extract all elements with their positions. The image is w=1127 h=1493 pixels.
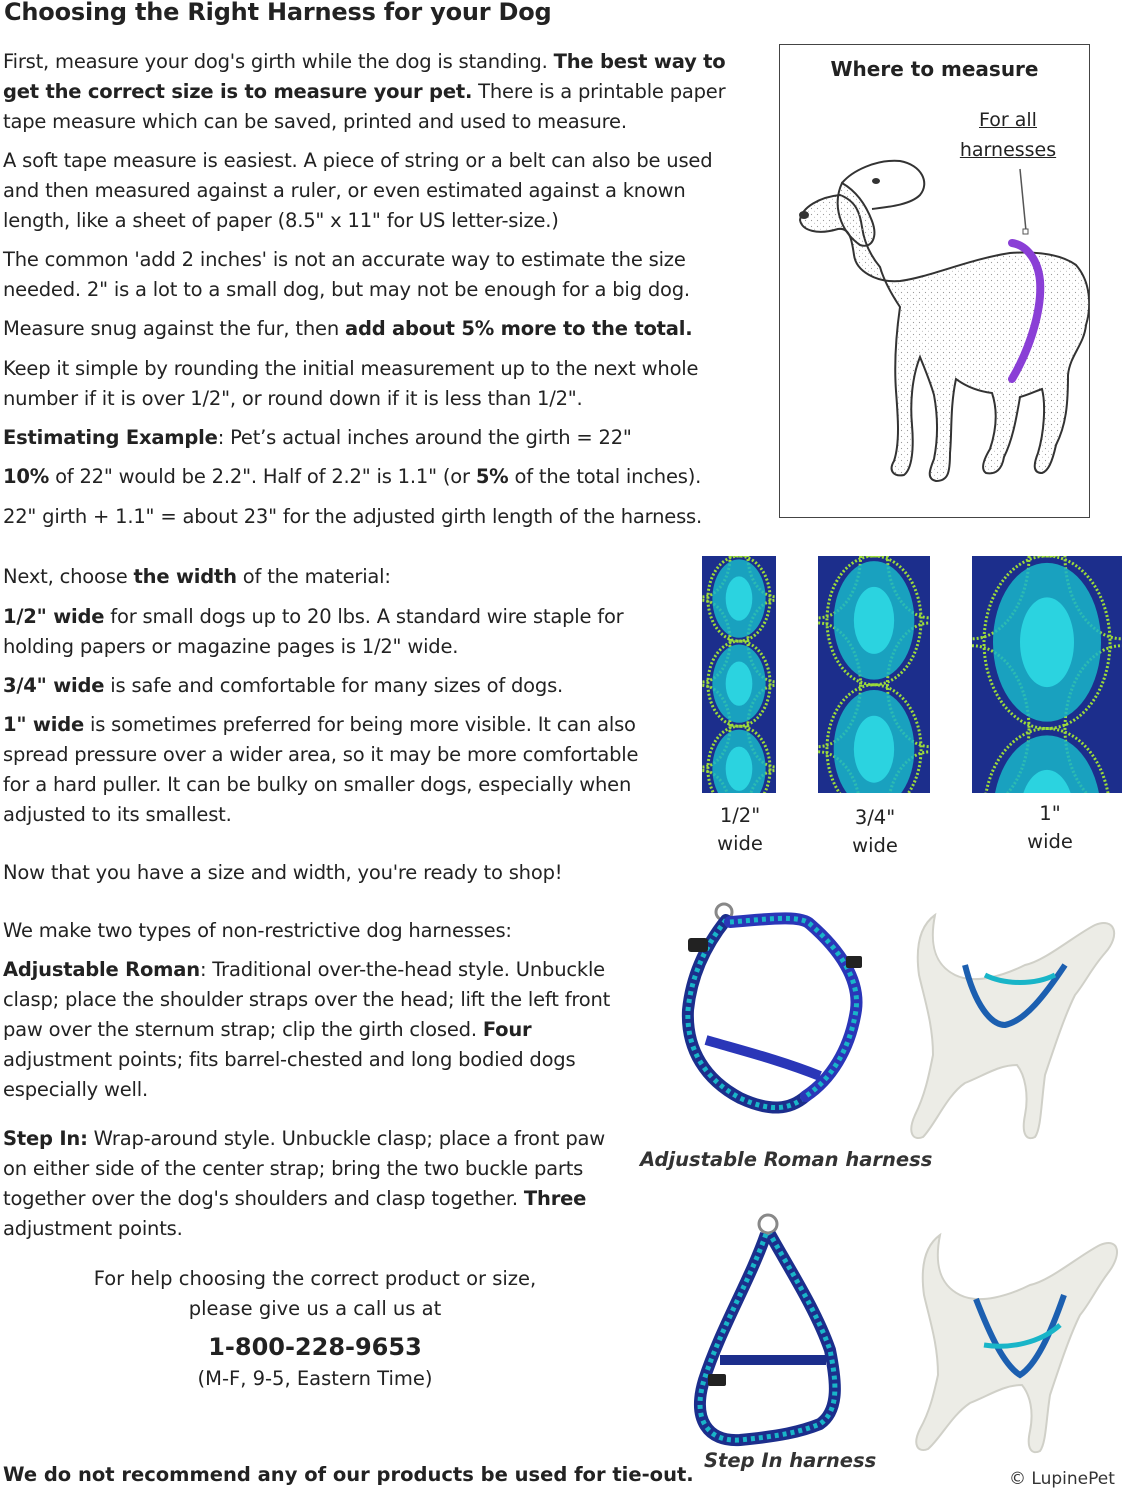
intro-paragraph-3: The common 'add 2 inches' is not an accurate way to estimate the size needed. 2" is a lot to a small dog, but may not be enough for a big dog. xyxy=(3,248,690,301)
dog-outline-illustration xyxy=(780,45,1089,517)
width-intro xyxy=(3,562,643,592)
intro-paragraph-2: A soft tape measure is easiest. A piece of string or a belt can also be used and then measured against a ruler, or even estimated against a known length, like a sheet of paper (8.5" x 11" for US letter-size.) xyxy=(3,149,713,232)
intro-paragraph-8: 22" girth + 1.1" = about 23" for the adjusted girth length of the harness. xyxy=(3,505,703,528)
intro-text-end: There is a printable paper tape measure which can be saved, printed and used to measure. xyxy=(3,80,726,133)
step-in-points: Three xyxy=(523,1187,587,1210)
dog-eye xyxy=(872,178,880,184)
swatch-three-quarter-inch xyxy=(818,556,930,793)
width-label-size: 3/4" xyxy=(854,806,896,829)
calc-text-end: of the total inches). xyxy=(508,465,702,488)
ready-to-shop: Now that you have a size and width, you're ready to shop! xyxy=(3,861,563,884)
swatch-half-inch xyxy=(702,556,776,793)
tie-out-warning: We do not recommend any of our products be used for tie-out. xyxy=(3,1463,694,1486)
label-pointer xyxy=(1020,169,1026,231)
intro-text: First, measure your dog's girth while the dog is standing. xyxy=(3,50,554,73)
roman-caption: Adjustable Roman harness xyxy=(640,1148,933,1171)
five-percent: 5% xyxy=(475,465,509,488)
width-half-inch xyxy=(3,602,643,662)
types-intro: We make two types of non-restrictive dog harnesses: xyxy=(3,919,512,942)
width-label-unit: wide xyxy=(717,832,763,855)
step-in-description xyxy=(3,1124,628,1244)
step-in-caption: Step In harness xyxy=(704,1449,877,1472)
three-quarter-label: 3/4" wide xyxy=(3,674,105,697)
help-line-2: please give us a call us at xyxy=(188,1297,442,1320)
intro-paragraph-4 xyxy=(3,314,763,344)
roman-description xyxy=(3,955,633,1105)
width-label-unit: wide xyxy=(852,834,898,857)
width-label-unit: wide xyxy=(1027,830,1073,853)
width-label-one xyxy=(1010,800,1090,856)
width-intro-end: of the material: xyxy=(236,565,391,588)
measure-title: Where to measure xyxy=(830,57,1039,81)
help-line-1: For help choosing the correct product or size, xyxy=(93,1267,537,1290)
measure-diagram xyxy=(779,44,1090,518)
one-inch-label: 1" wide xyxy=(3,713,84,736)
step-in-mannequin-image xyxy=(900,1225,1125,1455)
measure-label-line-2: harnesses xyxy=(959,139,1057,161)
business-hours: (M-F, 9-5, Eastern Time) xyxy=(197,1367,433,1390)
snug-text: Measure snug against the fur, then xyxy=(3,317,345,340)
intro-paragraph-1 xyxy=(3,47,748,137)
step-in-label: Step In: xyxy=(3,1127,88,1150)
roman-mannequin-image xyxy=(895,905,1125,1145)
roman-text-end: adjustment points; fits barrel-chested and long bodied dogs especially well. xyxy=(3,1048,576,1101)
dog-nose xyxy=(799,211,809,219)
width-label-size: 1" xyxy=(1039,802,1061,825)
phone-number[interactable]: 1-800-228-9653 xyxy=(208,1333,422,1361)
snug-emphasis: add about 5% more to the total. xyxy=(344,317,693,340)
dog-body xyxy=(800,195,1089,481)
width-label-half xyxy=(700,802,780,858)
example-label: Estimating Example xyxy=(3,426,218,449)
width-label-three-quarter xyxy=(835,804,915,860)
page-title: Choosing the Right Harness for your Dog xyxy=(4,0,552,26)
width-intro-emphasis: the width xyxy=(133,565,237,588)
intro-emphasis: The best way to get the correct size is to measure your pet. xyxy=(3,50,726,103)
dog-ear xyxy=(838,183,875,246)
roman-harness-image xyxy=(670,900,875,1120)
width-one-inch xyxy=(3,710,643,830)
intro-paragraph-7 xyxy=(3,462,763,492)
half-inch-text: for small dogs up to 20 lbs. A standard wire staple for holding papers or magazine pages is 1/2" wide. xyxy=(3,605,624,658)
roman-label: Adjustable Roman xyxy=(3,958,200,981)
ten-percent: 10% xyxy=(3,465,50,488)
roman-text: : Traditional over-the-head style. Unbuckle clasp; place the shoulder straps over the head; lift the left front paw over the sternum strap; clip the girth closed. xyxy=(3,958,611,1041)
width-intro-text: Next, choose xyxy=(3,565,134,588)
copyright: © LupinePet xyxy=(1009,1469,1115,1489)
three-quarter-text: is safe and comfortable for many sizes of dogs. xyxy=(104,674,564,697)
swatch-one-inch xyxy=(972,556,1122,793)
half-inch-label: 1/2" wide xyxy=(3,605,105,628)
example-text: : Pet’s actual inches around the girth = 22" xyxy=(217,426,632,449)
width-label-size: 1/2" xyxy=(719,804,761,827)
step-in-text: Wrap-around style. Unbuckle clasp; place a front paw on either side of the center strap; bring the two buckle parts together over the dog's shoulders and clasp together. xyxy=(3,1127,606,1210)
one-inch-text: is sometimes preferred for being more visible. It can also spread pressure over a wider area, so it may be more comfortable for a hard puller. It can be bulky on smaller dogs, especially when adjusted to its smallest. xyxy=(3,713,639,826)
intro-paragraph-6 xyxy=(3,423,763,453)
measure-label-line-1: For all xyxy=(979,109,1037,131)
roman-points: Four xyxy=(482,1018,532,1041)
step-in-harness-image xyxy=(680,1210,850,1450)
intro-paragraph-5: Keep it simple by rounding the initial measurement up to the next whole number if it is over 1/2", or round down if it is less than 1/2". xyxy=(3,357,699,410)
step-in-text-end: adjustment points. xyxy=(3,1217,183,1240)
width-three-quarter xyxy=(3,671,643,701)
calc-text: of 22" would be 2.2". Half of 2.2" is 1.1" (or xyxy=(49,465,476,488)
